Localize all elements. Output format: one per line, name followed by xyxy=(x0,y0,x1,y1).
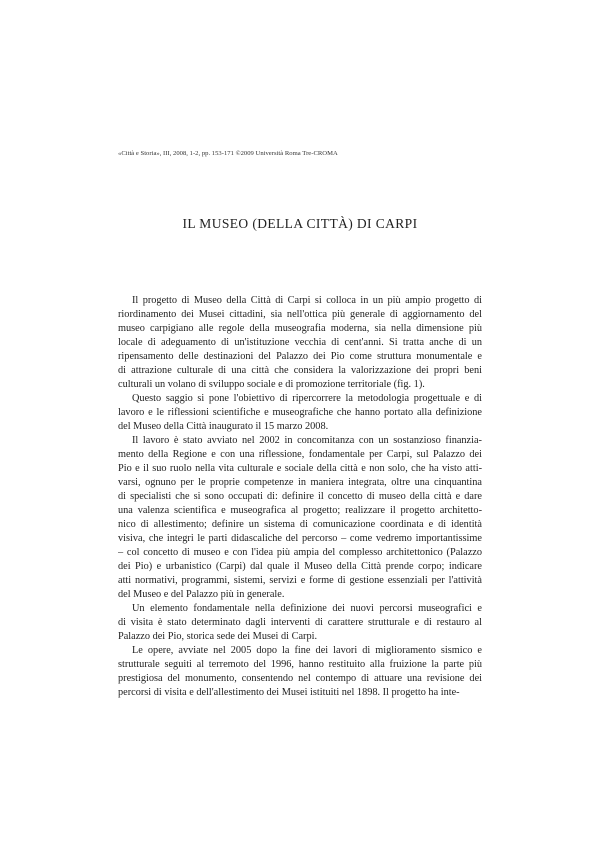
text-line: percorsi di visita e dell'allestimento dei Musei istituiti nel 1898. Il progetto ha inte- xyxy=(118,687,460,698)
text-line: nico di allestimento; definire un sistema di comunicazione coordinata e di identità xyxy=(118,519,482,530)
text-line: di specialisti che si sono occupati di: definire il concetto di museo della città e dare xyxy=(118,491,482,502)
text-line: ripensamento delle destinazioni del Palazzo dei Pio come struttura monumentale e xyxy=(118,351,482,362)
text-line: Il lavoro è stato avviato nel 2002 in concomitanza con un sostanzioso finanzia- xyxy=(132,435,482,446)
text-line: strutturale seguiti al terremoto del 1996, hanno restituito alla fruizione la parte più xyxy=(118,659,482,670)
paragraph xyxy=(118,294,482,392)
paragraph xyxy=(118,602,482,644)
article-body xyxy=(118,294,482,700)
paragraph xyxy=(118,392,482,434)
text-line: Pio e il suo ruolo nella vita culturale e sociale della città e non solo, che ha visto atti- xyxy=(118,463,482,474)
text-line: – col concetto di museo e con l'idea più ampia del complesso architettonico (Palazzo xyxy=(118,547,482,558)
text-line: lavoro e le riflessioni scientifiche e museografiche che hanno portato alla definizione xyxy=(118,407,482,418)
text-line: museo carpigiano alle regole della museografia moderna, sia nella dimensione più xyxy=(118,323,482,334)
text-line: Un elemento fondamentale nella definizione dei nuovi percorsi museografici e xyxy=(132,603,482,614)
text-line: locale di adeguamento di un'istituzione vecchia di cent'anni. Si tratta anche di un xyxy=(118,337,482,348)
text-line: culturali un volano di sviluppo sociale e di promozione territoriale (fig. 1). xyxy=(118,379,425,390)
text-line: di visita è stato determinato dagli interventi di carattere strutturale e di restauro al xyxy=(118,617,482,628)
text-line: riordinamento dei Musei cittadini, sia nell'ottica più generale di aggiornamento del xyxy=(118,309,482,320)
text-line: Palazzo dei Pio, storica sede dei Musei di Carpi. xyxy=(118,631,318,642)
text-line: Il progetto di Museo della Città di Carpi si colloca in un più ampio progetto di xyxy=(132,295,482,306)
article-title: IL MUSEO (DELLA CITTÀ) DI CARPI xyxy=(182,216,418,231)
text-line: atti normativi, programmi, sistemi, servizi e forme di gestione essenziali per l'attività xyxy=(118,575,482,586)
text-line: mento della Regione e con una riflessione, fondamentale per Carpi, sul Palazzo dei xyxy=(118,449,482,460)
text-line: prestigiosa del monumento, consentendo nel contempo di attuare una revisione dei xyxy=(118,673,482,684)
text-line: del Museo della Città inaugurato il 15 marzo 2008. xyxy=(118,421,329,432)
text-line: Questo saggio si pone l'obiettivo di ripercorrere la metodologia progettuale e di xyxy=(132,393,482,404)
text-line: del Museo e del Palazzo più in generale. xyxy=(118,589,285,600)
text-line: varsi, ognuno per le proprie competenze in maniera integrata, oltre una cinquantina xyxy=(118,477,482,488)
text-line: dei Pio) e urbanistico (Carpi) dal quale il Museo della Città prende corpo; indicare xyxy=(118,561,482,572)
paragraph xyxy=(118,434,482,602)
text-line: Le opere, avviate nel 2005 dopo la fine dei lavori di miglioramento sismico e xyxy=(132,645,482,656)
text-line: una valenza scientifica e museografica al progetto; realizzare il progetto architetto- xyxy=(118,505,482,516)
text-line: visiva, che integri le parti didascaliche del percorso – come vedremo importantissime xyxy=(118,533,482,544)
journal-citation: «Città e Storia», III, 2008, 1-2, pp. 153-171 ©2009 Università Roma Tre-CROMA xyxy=(118,150,338,157)
paragraph xyxy=(118,644,482,700)
text-line: di attrazione culturale di una città che considera la valorizzazione dei propri beni xyxy=(118,365,482,376)
